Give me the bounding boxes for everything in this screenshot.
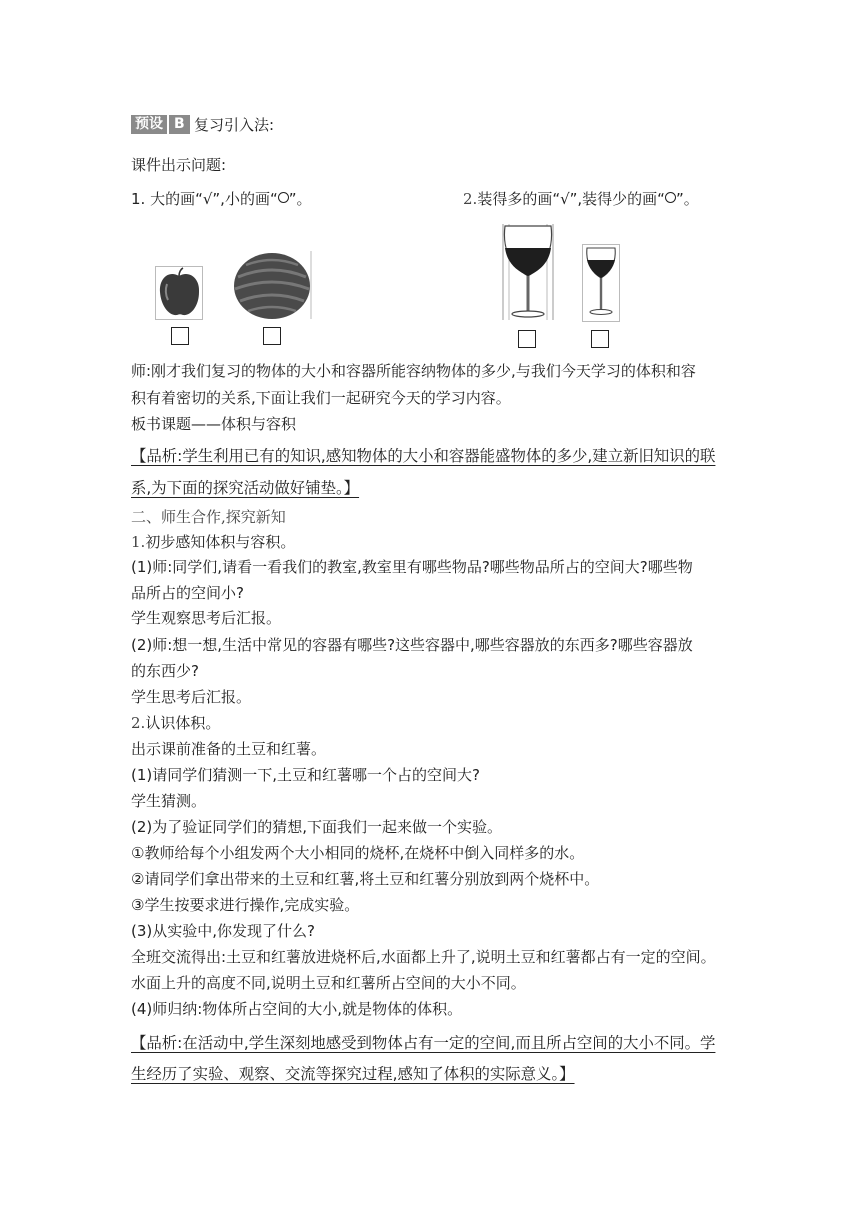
question-2-text: 装得多的画“√”,装得少的画“ [477, 190, 665, 208]
section-heading: 复习引入法: [194, 116, 275, 134]
question-1 [131, 188, 312, 210]
analysis-2-line-2 [131, 1061, 575, 1087]
body-line-8-number: 2. [131, 714, 146, 732]
body-line-1 [131, 531, 295, 553]
body-line-8 [131, 712, 220, 734]
body-line-15: ③学生按要求进行操作,完成实验。 [131, 896, 360, 914]
watermelon-icon [230, 249, 314, 321]
body-line-2: (1)师:同学们,请看一看我们的教室,教室里有哪些物品?哪些物品所占的空间大?哪些物 [131, 558, 693, 576]
body-line-16: (3)从实验中,你发现了什么? [131, 922, 315, 940]
body-line-17: 全班交流得出:土豆和红薯放进烧杯后,水面都上升了,说明土豆和红薯都占有一定的空间。 [131, 948, 716, 966]
body-line-9: 出示课前准备的土豆和红薯。 [131, 740, 327, 758]
intro-text: 课件出示问题: [131, 156, 227, 174]
body-line-1-number: 1. [131, 533, 146, 551]
analysis-1-line-1 [131, 443, 715, 469]
analysis-2-text-1: 【品析:在活动中,学生深刻地感受到物体占有一定的空间,而且所占空间的大小不同。学 [131, 1034, 716, 1052]
apple-icon [155, 266, 203, 320]
question-2 [463, 188, 699, 210]
analysis-2-text-2: 生经历了实验、观察、交流等探究过程,感知了体积的实际意义。】 [131, 1065, 575, 1083]
circle-icon [278, 192, 289, 203]
large-wine-glass-icon [501, 222, 555, 322]
body-line-19: (4)师归纳:物体所占空间的大小,就是物体的体积。 [131, 1000, 463, 1018]
question-1-text: 1. 大的画“√”,小的画“ [131, 190, 278, 208]
body-line-4: 学生观察思考后汇报。 [131, 609, 282, 627]
body-line-7: 学生思考后汇报。 [131, 688, 252, 706]
body-line-12: (2)为了验证同学们的猜想,下面我们一起来做一个实验。 [131, 818, 503, 836]
analysis-1-line-2 [131, 475, 359, 501]
teacher-paragraph-line-2: 积有着密切的关系,下面让我们一起研究今天的学习内容。 [131, 389, 511, 407]
answer-box-small-glass[interactable] [591, 330, 609, 348]
answer-box-large-glass[interactable] [518, 330, 536, 348]
analysis-2-line-1 [131, 1030, 715, 1056]
answer-box-watermelon[interactable] [263, 327, 281, 345]
answer-box-apple[interactable] [171, 327, 189, 345]
small-wine-glass-icon [582, 244, 620, 322]
question-2-number: 2. [463, 190, 478, 208]
circle-icon [665, 192, 676, 203]
body-line-8-text: 认识体积。 [145, 714, 221, 732]
body-line-18: 水面上升的高度不同,说明土豆和红薯所占空间的大小不同。 [131, 974, 526, 992]
preset-badge [131, 115, 190, 134]
board-title: 板书课题——体积与容积 [131, 415, 297, 433]
preset-badge-label: 预设 [131, 115, 167, 134]
body-line-10: (1)请同学们猜测一下,土豆和红薯哪一个占的空间大? [131, 766, 480, 784]
body-line-11: 学生猜测。 [131, 792, 207, 810]
body-line-5: (2)师:想一想,生活中常见的容器有哪些?这些容器中,哪些容器放的东西多?哪些容器放 [131, 636, 693, 654]
preset-badge-letter: B [169, 115, 190, 134]
body-line-13: ①教师给每个小组发两个大小相同的烧杯,在烧杯中倒入同样多的水。 [131, 844, 585, 862]
body-line-6: 的东西少? [131, 662, 199, 680]
teacher-paragraph-line-1: 师:刚才我们复习的物体的大小和容器所能容纳物体的多少,与我们今天学习的体积和容 [131, 362, 696, 380]
question-1-suffix: ”。 [288, 190, 312, 208]
question-2-suffix: ”。 [675, 190, 699, 208]
section-2-heading: 二、师生合作,探究新知 [131, 508, 286, 526]
analysis-1-text-1: 【品析:学生利用已有的知识,感知物体的大小和容器能盛物体的多少,建立新旧知识的联 [131, 447, 716, 465]
body-line-1-text: 初步感知体积与容积。 [145, 533, 296, 551]
analysis-1-text-2: 系,为下面的探究活动做好铺垫。】 [131, 479, 360, 497]
body-line-3: 品所占的空间小? [131, 584, 244, 602]
body-line-14: ②请同学们拿出带来的土豆和红薯,将土豆和红薯分别放到两个烧杯中。 [131, 870, 600, 888]
